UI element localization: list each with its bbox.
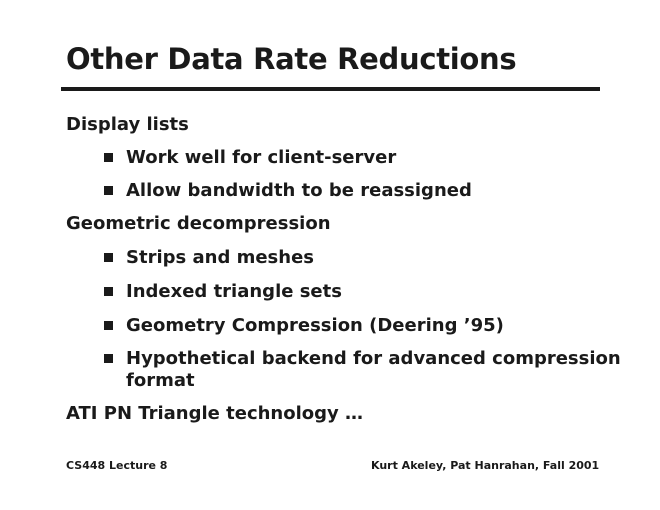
- list-item: [104, 147, 396, 169]
- slide-title: Other Data Rate Reductions: [66, 42, 517, 76]
- list-item: [104, 315, 504, 337]
- topic-ati-pn-triangles: ATI PN Triangle technology …: [66, 403, 364, 424]
- list-item-text: Hypothetical backend for advanced compression: [126, 348, 621, 369]
- list-item: [104, 281, 342, 303]
- list-item: [104, 247, 314, 269]
- topic-display-lists: Display lists: [66, 114, 189, 135]
- square-bullet-icon: [104, 153, 113, 162]
- footer-authors: Kurt Akeley, Pat Hanrahan, Fall 2001: [371, 459, 600, 472]
- square-bullet-icon: [104, 253, 113, 262]
- list-item-text-continued: format: [126, 370, 195, 391]
- list-item-text: Work well for client-server: [126, 147, 397, 168]
- title-divider: [61, 87, 600, 91]
- square-bullet-icon: [104, 186, 113, 195]
- topic-geometric-decompression: Geometric decompression: [66, 213, 331, 234]
- list-item-text: Geometry Compression (Deering ’95): [126, 315, 504, 336]
- list-item-text: Indexed triangle sets: [126, 281, 342, 302]
- square-bullet-icon: [104, 354, 113, 363]
- list-item-text: Strips and meshes: [126, 247, 315, 268]
- footer-course: CS448 Lecture 8: [66, 459, 168, 472]
- square-bullet-icon: [104, 287, 113, 296]
- list-item: [104, 180, 472, 202]
- list-item-text: Allow bandwidth to be reassigned: [126, 180, 472, 201]
- list-item: [104, 348, 621, 392]
- square-bullet-icon: [104, 321, 113, 330]
